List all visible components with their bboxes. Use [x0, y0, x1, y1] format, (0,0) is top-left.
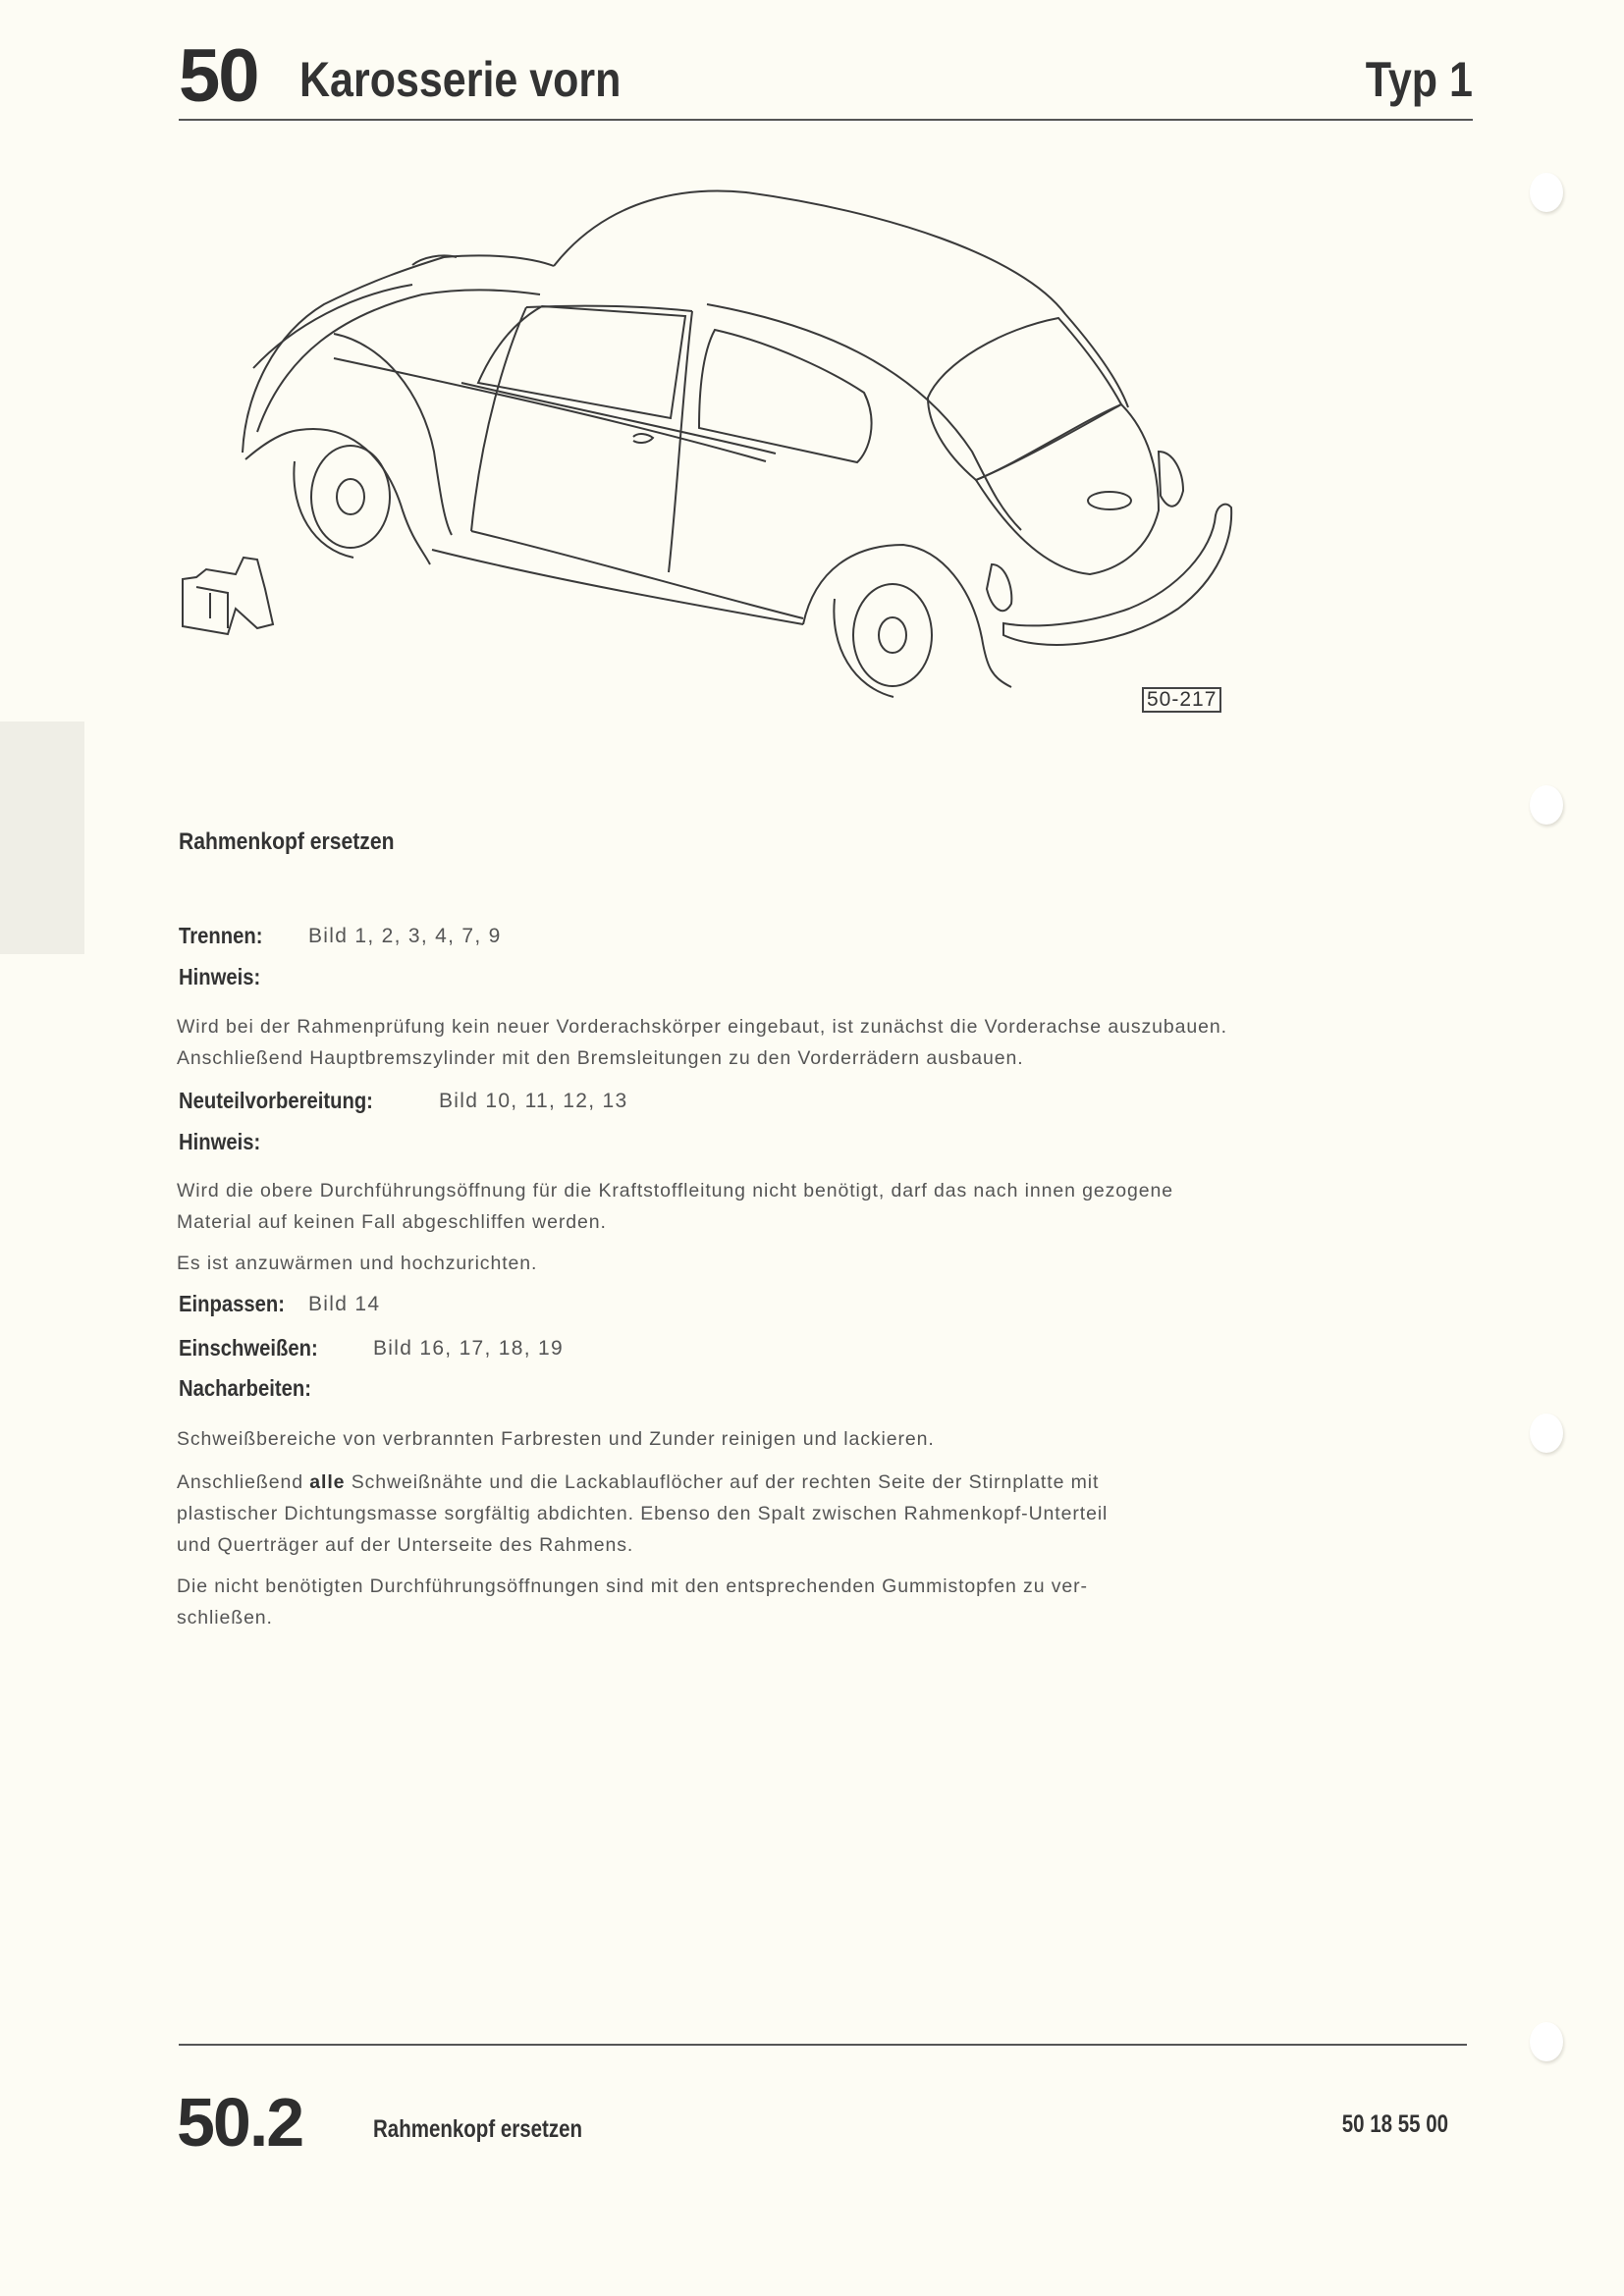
document-code: 50 18 55 00 [1341, 2110, 1448, 2138]
text-line: Die nicht benötigten Durchführungsöffnungen sind mit den entsprechenden Gummistopfen zu ver- [177, 1575, 1088, 1597]
text-span: Anschließend [177, 1471, 310, 1493]
text-line: schließen. [177, 1607, 273, 1629]
car-hood [243, 255, 554, 453]
rear-wheel [853, 584, 932, 686]
text-line: Wird bei der Rahmenprüfung kein neuer Vorderachskörper eingebaut, ist zunächst die Vorderachse auszubauen. [177, 1016, 1227, 1038]
punch-hole [1530, 2022, 1563, 2061]
front-wheel [311, 446, 390, 548]
einschweissen-value: Bild 16, 17, 18, 19 [373, 1337, 564, 1360]
car-sill [432, 550, 803, 624]
punch-hole [1530, 173, 1563, 212]
hinweis-paragraph [177, 1175, 1443, 1238]
punch-hole [1530, 1414, 1563, 1453]
nacharbeiten-p2 [177, 1467, 1443, 1561]
footer-rule [179, 2044, 1467, 2046]
header-rule [179, 119, 1473, 121]
car-beltline [334, 358, 766, 461]
engine-lid [976, 404, 1159, 574]
punch-hole [1530, 785, 1563, 825]
rear-fender [803, 545, 1011, 687]
hinweis-label: Hinweis: [179, 964, 261, 989]
rear-side-window [699, 330, 872, 462]
footer-title: Rahmenkopf ersetzen [373, 2115, 583, 2143]
hinweis-label: Hinweis: [179, 1129, 261, 1154]
trennen-value: Bild 1, 2, 3, 4, 7, 9 [308, 925, 502, 947]
einpassen-value: Bild 14 [308, 1293, 381, 1315]
page-number: 50.2 [177, 2084, 303, 2161]
rear-hubcap [879, 617, 906, 653]
text-line: und Querträger auf der Unterseite des Rahmens. [177, 1534, 634, 1556]
section-title: Rahmenkopf ersetzen [179, 828, 395, 855]
taillight-right [1159, 452, 1183, 507]
trennen-label: Trennen: [179, 923, 263, 948]
figure-label: 50-217 [1142, 687, 1221, 713]
rear-window [928, 318, 1121, 480]
text-line [177, 1467, 1443, 1498]
door-handle [633, 434, 653, 443]
hinweis-extra: Es ist anzuwärmen und hochzurichten. [177, 1253, 538, 1274]
emphasis: alle [309, 1471, 346, 1493]
text-line: plastischer Dichtungsmasse sorgfältig abdichten. Ebenso den Spalt zwischen Rahmenkopf-Unterteil [177, 1503, 1109, 1524]
text-line: Anschließend Hauptbremszylinder mit den Bremsleitungen zu den Vorderrädern ausbauen. [177, 1047, 1024, 1069]
license-light [1088, 492, 1131, 509]
hinweis-paragraph [177, 1011, 1443, 1074]
einschweissen-label: Einschweißen: [179, 1335, 318, 1361]
nacharbeiten-p3 [177, 1571, 1443, 1633]
nacharbeiten-label: Nacharbeiten: [179, 1375, 311, 1401]
front-side-window [478, 306, 685, 418]
text-span: Schweißnähte und die Lackablauflöcher auf der rechten Seite der Stirnplatte mit [345, 1471, 1100, 1493]
nacharbeiten-p1: Schweißbereiche von verbrannten Farbresten und Zunder reinigen und lackieren. [177, 1428, 935, 1450]
taillight-left [987, 564, 1011, 611]
front-hubcap [337, 479, 364, 514]
frame-head-part [183, 558, 273, 634]
rear-bumper [1003, 505, 1231, 645]
front-fender [245, 429, 430, 564]
model-label: Typ 1 [1365, 52, 1473, 107]
car-door [471, 307, 526, 531]
text-line: Material auf keinen Fall abgeschliffen werden. [177, 1211, 607, 1233]
neuteil-label: Neuteilvorbereitung: [179, 1088, 373, 1113]
margin-tab [0, 721, 84, 954]
chapter-number: 50 [179, 34, 258, 118]
neuteil-value: Bild 10, 11, 12, 13 [439, 1090, 628, 1112]
einpassen-label: Einpassen: [179, 1291, 285, 1316]
chapter-title: Karosserie vorn [299, 52, 622, 107]
text-line: Wird die obere Durchführungsöffnung für die Kraftstoffleitung nicht benötigt, darf das nach innen gezogene [177, 1180, 1174, 1201]
car-roof [554, 191, 1128, 407]
